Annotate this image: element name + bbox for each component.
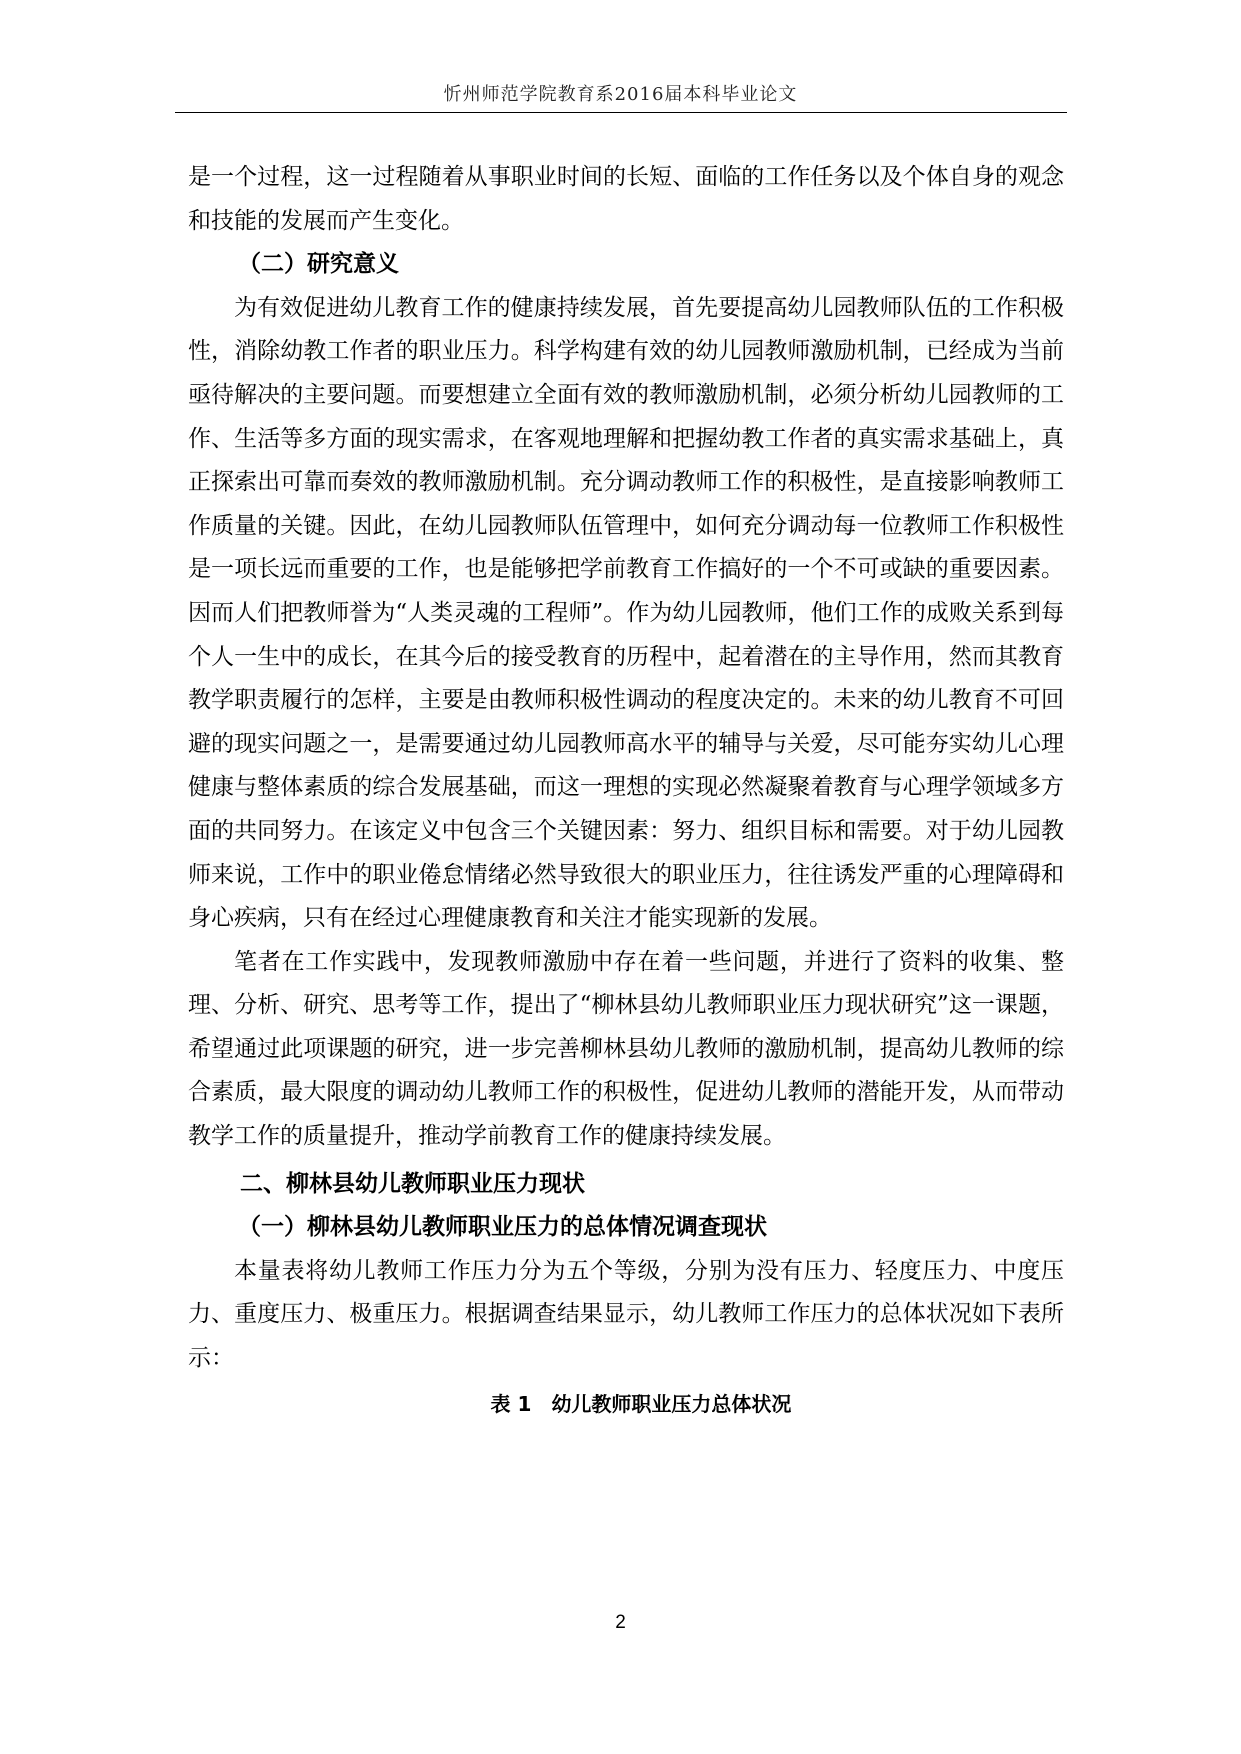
chapter-heading: 二、柳林县幼儿教师职业压力现状 bbox=[240, 1170, 585, 1197]
page-number: 2 bbox=[615, 1612, 626, 1633]
page-body bbox=[188, 156, 1064, 1426]
header-divider bbox=[175, 112, 1067, 113]
table-caption bbox=[188, 1383, 1064, 1427]
table-number: 表 1 bbox=[490, 1391, 532, 1416]
body-paragraph: 笔者在工作实践中，发现教师激励中存在着一些问题，并进行了资料的收集、整理、分析、研究、思考等工作，提出了“柳林县幼儿教师职业压力现状研究”这一课题，希望通过此项课题的研究，进一步完善柳林县幼儿教师的激励机制，提高幼儿教师的综合素质，最大限度的调动幼儿教师工作的积极性，促进幼儿教师的潜能开发，从而带动教学工作的质量提升，推动学前教育工作的健康持续发展。 bbox=[188, 948, 1064, 1150]
table-title: 幼儿教师职业压力总体状况 bbox=[551, 1391, 792, 1416]
section-heading-significance: （二）研究意义 bbox=[238, 251, 399, 278]
section-heading-survey: （一）柳林县幼儿教师职业压力的总体情况调查现状 bbox=[238, 1214, 767, 1241]
body-paragraph: 本量表将幼儿教师工作压力分为五个等级，分别为没有压力、轻度压力、中度压力、重度压力、极重压力。根据调查结果显示，幼儿教师工作压力的总体状况如下表所示： bbox=[188, 1257, 1064, 1372]
continued-paragraph: 是一个过程，这一过程随着从事职业时间的长短、面临的工作任务以及个体自身的观念和技能的发展而产生变化。 bbox=[188, 164, 1064, 234]
body-paragraph: 为有效促进幼儿教育工作的健康持续发展，首先要提高幼儿园教师队伍的工作积极性，消除幼教工作者的职业压力。科学构建有效的幼儿园教师激励机制，已经成为当前亟待解决的主要问题。而要想建立全面有效的教师激励机制，必须分析幼儿园教师的工作、生活等多方面的现实需求，在客观地理解和把握幼教工作者的真实需求基础上，真正探索出可靠而奏效的教师激励机制。充分调动教师工作的积极性，是直接影响教师工作质量的关键。因此，在幼儿园教师队伍管理中，如何充分调动每一位教师工作积极性是一项长远而重要的工作，也是能够把学前教育工作搞好的一个不可或缺的重要因素。因而人们把教师誉为“人类灵魂的工程师”。作为幼儿园教师，他们工作的成败关系到每个人一生中的成长，在其今后的接受教育的历程中，起着潜在的主导作用，然而其教育教学职责履行的怎样，主要是由教师积极性调动的程度决定的。未来的幼儿教育不可回避的现实问题之一，是需要通过幼儿园教师高水平的辅导与关爱，尽可能夯实幼儿心理健康与整体素质的综合发展基础，而这一理想的实现必然凝聚着教育与心理学领域多方面的共同努力。在该定义中包含三个关键因素：努力、组织目标和需要。对于幼儿园教师来说，工作中的职业倦怠情绪必然导致很大的职业压力，往往诱发严重的心理障碍和身心疾病，只有在经过心理健康教育和关注才能实现新的发展。 bbox=[188, 294, 1064, 932]
running-header: 忻州师范学院教育系2016届本科毕业论文 bbox=[443, 84, 798, 105]
